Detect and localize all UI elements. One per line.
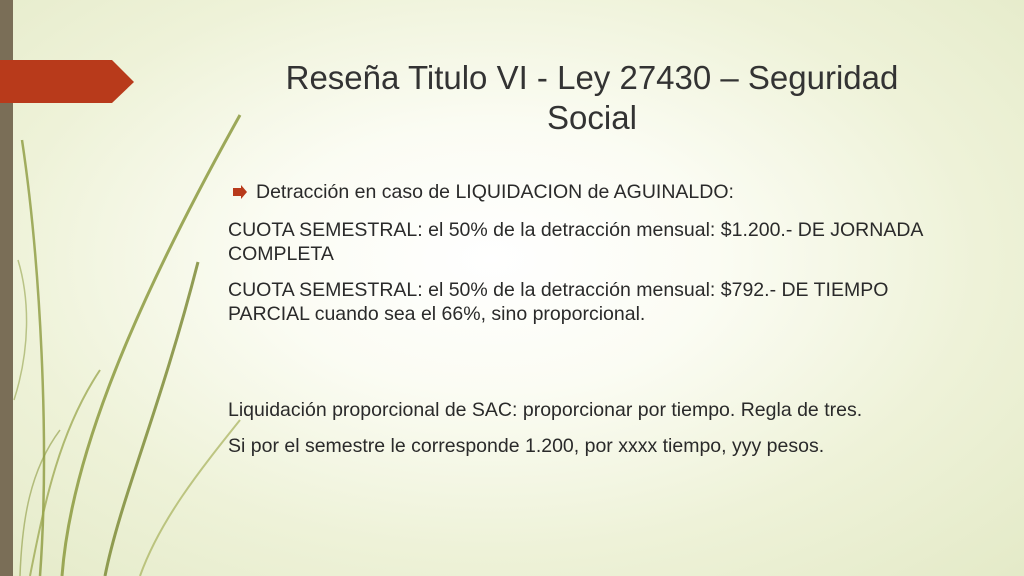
arrow-right-icon <box>233 185 247 199</box>
bullet-text: Detracción en caso de LIQUIDACION de AGUINALDO: <box>256 181 734 203</box>
paragraph-jornada-completa: CUOTA SEMESTRAL: el 50% de la detracción mensual: $1.200.- DE JORNADA COMPLETA <box>228 219 923 265</box>
paragraph-liquidacion-proporcional: Liquidación proporcional de SAC: proporcionar por tiempo. Regla de tres. <box>228 399 863 421</box>
bullet-item <box>228 180 948 204</box>
slide-title: Reseña Titulo VI - Ley 27430 – Seguridad Social <box>285 59 899 136</box>
spacer <box>228 338 948 398</box>
paragraph-regla-de-tres: Si por el semestre le corresponde 1.200, por xxxx tiempo, yyy pesos. <box>228 435 825 457</box>
red-arrow-banner-icon <box>0 60 134 103</box>
paragraph-tiempo-parcial: CUOTA SEMESTRAL: el 50% de la detracción mensual: $792.- DE TIEMPO PARCIAL cuando sea el 66%, sino proporcional. <box>228 279 889 325</box>
slide-body <box>228 180 948 470</box>
